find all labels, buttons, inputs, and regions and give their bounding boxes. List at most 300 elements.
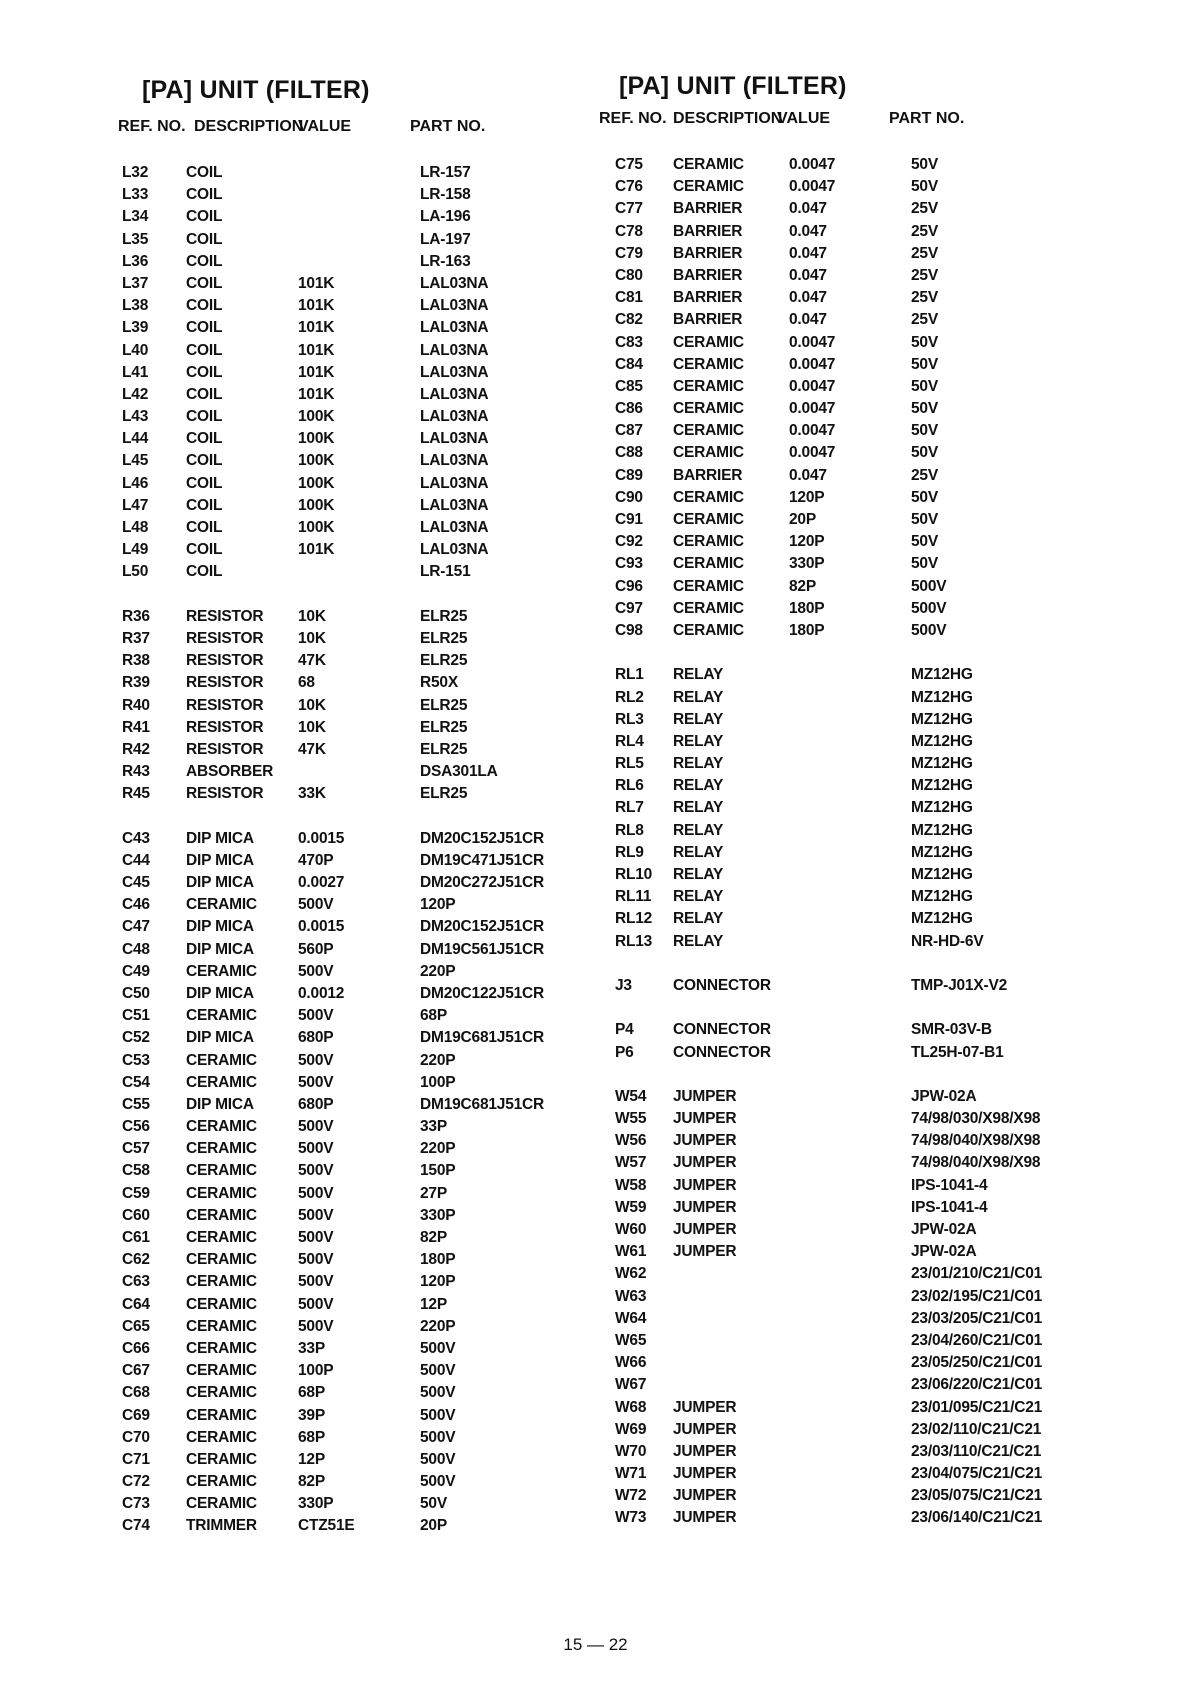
ref-no-cell: RL10 [615, 866, 653, 883]
description-cell: RELAY [673, 821, 724, 839]
description-cell: COIL [186, 430, 223, 448]
description-cell: BARRIER [673, 222, 743, 240]
ref-no-cell: C65 [122, 1317, 150, 1335]
part-no-cell: 50V [911, 400, 938, 418]
table-row [593, 1507, 1153, 1529]
table-row [108, 1271, 668, 1293]
table-row [108, 650, 668, 672]
part-no-cell: 23/02/110/C21/C21 [911, 1420, 1042, 1438]
part-no-cell: DM19C561J51CR [420, 940, 545, 958]
value-cell: 0.0047 [789, 444, 836, 462]
value-cell: 330P [789, 555, 825, 573]
value-cell: 47K [298, 652, 326, 670]
description-cell: DIP MICA [186, 829, 254, 847]
part-no-cell: 23/05/075/C21/C21 [911, 1487, 1043, 1505]
value-cell: 101K [298, 385, 335, 403]
table-row [108, 1116, 668, 1138]
ref-no-cell: RL1 [615, 666, 644, 684]
value-cell: 101K [298, 297, 335, 315]
table-row [593, 1463, 1153, 1485]
ref-no-cell: L43 [122, 408, 149, 426]
part-no-cell: 500V [911, 621, 947, 639]
ref-no-cell: RL2 [615, 688, 644, 706]
ref-no-cell: C51 [122, 1007, 150, 1025]
part-no-cell: 220P [420, 1051, 456, 1069]
part-no-cell: JPW-02A [911, 1087, 977, 1105]
part-no-cell: ELR25 [420, 696, 468, 714]
part-no-cell: 25V [911, 466, 938, 484]
value-cell: 10K [298, 718, 326, 736]
value-cell: 68P [298, 1384, 325, 1402]
value-cell: 330P [298, 1495, 334, 1513]
part-no-cell: IPS-1041-4 [911, 1198, 988, 1216]
description-cell: CERAMIC [673, 555, 744, 573]
ref-no-cell: L45 [122, 452, 149, 470]
ref-no-cell: L41 [122, 363, 149, 381]
ref-no-cell: W56 [615, 1132, 647, 1150]
ref-no-cell: RL6 [615, 777, 644, 795]
part-no-cell: 50V [911, 422, 938, 440]
ref-no-cell: W64 [615, 1309, 647, 1327]
ref-no-cell: R37 [122, 629, 150, 647]
table-row [593, 975, 1153, 997]
table-row [108, 1316, 668, 1338]
table-spacer [593, 642, 1153, 664]
ref-no-cell: L37 [122, 274, 149, 292]
table-row [593, 1241, 1153, 1263]
description-cell: CERAMIC [186, 962, 257, 980]
table-spacer [108, 584, 668, 606]
description-cell: RELAY [673, 888, 724, 906]
table-row [108, 1227, 668, 1249]
table-row [108, 1294, 668, 1316]
table-row [108, 206, 668, 228]
table-row [593, 509, 1153, 531]
part-no-cell: LR-163 [420, 252, 471, 270]
ref-no-cell: C89 [615, 466, 643, 484]
value-cell: 500V [298, 1162, 334, 1180]
table-row [108, 406, 668, 428]
ref-no-cell: C74 [122, 1517, 150, 1535]
ref-no-cell: L42 [122, 385, 149, 403]
ref-no-cell: C60 [122, 1206, 150, 1224]
description-cell: RESISTOR [186, 652, 264, 670]
ref-no-cell: C73 [122, 1495, 150, 1513]
part-no-cell: 120P [420, 896, 456, 914]
value-cell: 20P [789, 511, 816, 528]
description-cell: DIP MICA [186, 874, 254, 891]
ref-no-cell: C48 [122, 940, 150, 958]
description-cell: COIL [186, 208, 223, 226]
description-cell: CERAMIC [186, 1118, 257, 1136]
description-cell: COIL [186, 474, 223, 492]
table-row [593, 1286, 1153, 1308]
part-no-cell: 23/04/075/C21/C21 [911, 1465, 1043, 1483]
description-cell: COIL [186, 230, 223, 248]
ref-no-cell: W73 [615, 1509, 647, 1527]
ref-no-cell: C91 [615, 511, 643, 528]
ref-no-cell: C52 [122, 1029, 150, 1047]
ref-no-cell: C63 [122, 1273, 150, 1291]
ref-no-cell: C72 [122, 1473, 150, 1491]
value-cell: 560P [298, 940, 334, 958]
part-no-cell: 12P [420, 1295, 447, 1313]
ref-no-cell: C70 [122, 1428, 150, 1446]
description-cell: JUMPER [673, 1465, 737, 1483]
value-cell: 500V [298, 1229, 334, 1246]
value-cell: 120P [789, 488, 825, 506]
table-row [593, 598, 1153, 620]
part-no-cell: 50V [420, 1495, 447, 1513]
part-no-cell: DM20C152J51CR [420, 918, 545, 936]
value-cell: 500V [298, 896, 334, 914]
value-cell: 500V [298, 1140, 334, 1158]
table-row [593, 1197, 1153, 1219]
ref-no-cell: W69 [615, 1420, 647, 1438]
value-cell: 100P [298, 1362, 334, 1380]
table-row [593, 1330, 1153, 1352]
description-cell: CERAMIC [186, 1317, 257, 1335]
description-cell: RESISTOR [186, 785, 264, 803]
description-cell: JUMPER [673, 1398, 737, 1416]
part-no-cell: TL25H-07-B1 [911, 1043, 1004, 1061]
table-row [108, 473, 668, 495]
value-cell: 100K [298, 452, 335, 470]
ref-no-cell: L40 [122, 341, 149, 359]
value-cell: 10K [298, 629, 326, 647]
header-description: DESCRIPTION [673, 110, 783, 127]
ref-no-cell: R45 [122, 785, 150, 803]
table-row [108, 1160, 668, 1182]
table-row [108, 783, 668, 805]
part-no-cell: 500V [420, 1428, 456, 1446]
part-no-cell: DM19C471J51CR [420, 851, 545, 869]
description-cell: JUMPER [673, 1110, 737, 1128]
value-cell: 47K [298, 740, 326, 758]
value-cell: 68 [298, 674, 315, 692]
description-cell: DIP MICA [186, 1095, 254, 1113]
table-row [593, 309, 1153, 331]
description-cell: JUMPER [673, 1154, 737, 1172]
table-row [593, 620, 1153, 642]
description-cell: COIL [186, 186, 223, 204]
part-no-cell: 50V [911, 511, 938, 528]
part-no-cell: 500V [911, 599, 947, 617]
value-cell: 100K [298, 474, 335, 492]
table-row [108, 517, 668, 539]
description-cell: CERAMIC [186, 1295, 257, 1313]
description-cell: RESISTOR [186, 607, 264, 625]
table-row [593, 576, 1153, 598]
ref-no-cell: W60 [615, 1221, 647, 1238]
value-cell: 12P [298, 1450, 325, 1468]
part-no-cell: 25V [911, 200, 938, 218]
part-no-cell: MZ12HG [911, 888, 973, 906]
ref-no-cell: C61 [122, 1229, 150, 1246]
part-no-cell: 500V [420, 1473, 456, 1491]
table-row [593, 376, 1153, 398]
description-cell: CERAMIC [186, 1140, 257, 1158]
table-row [108, 1249, 668, 1271]
part-no-cell: 50V [911, 488, 938, 506]
table-row [593, 886, 1153, 908]
table-row [593, 1374, 1153, 1396]
part-no-cell: JPW-02A [911, 1243, 977, 1261]
value-cell: 500V [298, 1118, 334, 1136]
part-no-cell: MZ12HG [911, 843, 973, 861]
ref-no-cell: C85 [615, 377, 643, 395]
part-no-cell: ELR25 [420, 740, 468, 758]
part-no-cell: 23/06/140/C21/C21 [911, 1509, 1043, 1527]
table-row [108, 184, 668, 206]
part-no-cell: 25V [911, 244, 938, 262]
description-cell: CERAMIC [186, 1007, 257, 1025]
description-cell: RELAY [673, 777, 724, 795]
part-no-cell: 50V [911, 533, 938, 551]
description-cell: DIP MICA [186, 984, 254, 1002]
table-spacer [108, 805, 668, 827]
part-no-cell: 25V [911, 222, 938, 240]
table-row [593, 1352, 1153, 1374]
table-row [108, 1449, 668, 1471]
table-row [108, 606, 668, 628]
table-row [593, 1042, 1153, 1064]
table-row [593, 354, 1153, 376]
table-spacer [593, 997, 1153, 1019]
right-parts-table [615, 154, 1191, 1530]
ref-no-cell: L47 [122, 496, 149, 514]
table-row [593, 908, 1153, 930]
description-cell: CERAMIC [186, 1495, 257, 1513]
part-no-cell: MZ12HG [911, 777, 973, 795]
table-row [593, 1175, 1153, 1197]
ref-no-cell: C55 [122, 1095, 150, 1113]
part-no-cell: 120P [420, 1273, 456, 1291]
description-cell: JUMPER [673, 1176, 737, 1194]
value-cell: 100K [298, 408, 335, 426]
table-spacer [593, 953, 1153, 975]
table-row [108, 1205, 668, 1227]
table-row [593, 1019, 1153, 1041]
part-no-cell: MZ12HG [911, 821, 973, 839]
ref-no-cell: RL5 [615, 755, 644, 773]
description-cell: RELAY [673, 755, 724, 773]
description-cell: RELAY [673, 843, 724, 861]
description-cell: RESISTOR [186, 718, 264, 736]
description-cell: COIL [186, 385, 223, 403]
ref-no-cell: W66 [615, 1354, 647, 1372]
ref-no-cell: C77 [615, 200, 643, 218]
part-no-cell: 500V [420, 1406, 456, 1424]
table-row [108, 628, 668, 650]
description-cell: CERAMIC [186, 1428, 257, 1446]
ref-no-cell: C49 [122, 962, 150, 980]
description-cell: CERAMIC [673, 599, 744, 617]
value-cell: 0.0047 [789, 400, 836, 418]
ref-no-cell: C98 [615, 621, 643, 639]
table-row [108, 251, 668, 273]
description-cell: CERAMIC [673, 488, 744, 506]
table-row [108, 1405, 668, 1427]
description-cell: CERAMIC [673, 511, 744, 528]
ref-no-cell: W54 [615, 1087, 647, 1105]
value-cell: 0.0047 [789, 333, 836, 351]
table-row [108, 162, 668, 184]
description-cell: JUMPER [673, 1420, 737, 1438]
description-cell: CERAMIC [673, 355, 744, 373]
table-row [108, 695, 668, 717]
value-cell: 500V [298, 1273, 334, 1291]
part-no-cell: LR-157 [420, 164, 471, 181]
part-no-cell: LAL03NA [420, 452, 489, 470]
ref-no-cell: C96 [615, 577, 643, 595]
value-cell: 101K [298, 341, 335, 359]
ref-no-cell: C84 [615, 355, 643, 373]
ref-no-cell: C88 [615, 444, 643, 462]
ref-no-cell: J3 [615, 976, 632, 994]
table-row [593, 709, 1153, 731]
table-row [593, 553, 1153, 575]
table-row [593, 1130, 1153, 1152]
part-no-cell: LAL03NA [420, 541, 489, 559]
table-row [593, 1152, 1153, 1174]
table-row [593, 1419, 1153, 1441]
ref-no-cell: RL11 [615, 888, 652, 906]
table-row [108, 450, 668, 472]
ref-no-cell: R38 [122, 652, 150, 670]
value-cell: 0.047 [789, 200, 827, 218]
part-no-cell: 500V [420, 1339, 456, 1357]
value-cell: 0.047 [789, 289, 827, 307]
header-ref-no: REF. NO. [599, 110, 667, 127]
part-no-cell: 23/04/260/C21/C01 [911, 1331, 1043, 1349]
table-row [593, 1263, 1153, 1285]
description-cell: RESISTOR [186, 629, 264, 647]
ref-no-cell: W61 [615, 1243, 647, 1261]
description-cell: CONNECTOR [673, 976, 771, 994]
table-row [593, 842, 1153, 864]
part-no-cell: MZ12HG [911, 688, 973, 706]
description-cell: RELAY [673, 866, 724, 883]
part-no-cell: 25V [911, 311, 938, 329]
description-cell: JUMPER [673, 1221, 737, 1238]
part-no-cell: 25V [911, 289, 938, 307]
table-row [593, 487, 1153, 509]
table-row [108, 1515, 668, 1537]
description-cell: CERAMIC [186, 1073, 257, 1091]
table-row [108, 1493, 668, 1515]
description-cell: BARRIER [673, 289, 743, 307]
value-cell: 0.047 [789, 311, 827, 329]
description-cell: CERAMIC [673, 621, 744, 639]
description-cell: CERAMIC [186, 1339, 257, 1357]
ref-no-cell: RL4 [615, 732, 644, 750]
value-cell: 500V [298, 1251, 334, 1269]
table-row [593, 1485, 1153, 1507]
description-cell: RELAY [673, 732, 724, 750]
ref-no-cell: RL13 [615, 932, 653, 950]
part-no-cell: TMP-J01X-V2 [911, 976, 1007, 994]
description-cell: BARRIER [673, 266, 743, 284]
description-cell: CERAMIC [186, 1273, 257, 1291]
part-no-cell: 23/03/205/C21/C01 [911, 1309, 1043, 1327]
ref-no-cell: L38 [122, 297, 149, 315]
description-cell: CERAMIC [186, 1229, 257, 1246]
table-row [108, 1471, 668, 1493]
description-cell: RESISTOR [186, 696, 264, 714]
part-no-cell: DSA301LA [420, 763, 498, 781]
description-cell: CERAMIC [673, 422, 744, 440]
ref-no-cell: C71 [122, 1450, 150, 1468]
table-row [593, 332, 1153, 354]
description-cell: COIL [186, 363, 223, 381]
description-cell: COIL [186, 408, 223, 426]
ref-no-cell: C75 [615, 156, 643, 173]
table-row [108, 1360, 668, 1382]
ref-no-cell: C50 [122, 984, 150, 1002]
table-row [108, 717, 668, 739]
table-row [593, 1219, 1153, 1241]
value-cell: 180P [789, 621, 825, 639]
description-cell: COIL [186, 164, 223, 181]
right-parts-column [599, 70, 1191, 1530]
description-cell: CERAMIC [186, 1251, 257, 1269]
ref-no-cell: C56 [122, 1118, 150, 1136]
table-spacer [593, 1064, 1153, 1086]
part-no-cell: MZ12HG [911, 755, 973, 773]
part-no-cell: LAL03NA [420, 474, 489, 492]
part-no-cell: 23/05/250/C21/C01 [911, 1354, 1043, 1372]
ref-no-cell: C43 [122, 829, 150, 847]
description-cell: COIL [186, 519, 223, 536]
ref-no-cell: W72 [615, 1487, 647, 1505]
ref-no-cell: W63 [615, 1287, 647, 1305]
description-cell: COIL [186, 452, 223, 470]
description-cell: BARRIER [673, 244, 743, 262]
value-cell: 0.0027 [298, 874, 345, 891]
ref-no-cell: C66 [122, 1339, 150, 1357]
ref-no-cell: C46 [122, 896, 150, 914]
part-no-cell: MZ12HG [911, 910, 973, 928]
part-no-cell: LR-151 [420, 563, 471, 581]
part-no-cell: SMR-03V-B [911, 1021, 992, 1039]
part-no-cell: ELR25 [420, 718, 468, 736]
ref-no-cell: R41 [122, 718, 150, 736]
part-no-cell: MZ12HG [911, 799, 973, 817]
part-no-cell: 500V [420, 1450, 456, 1468]
part-no-cell: DM20C272J51CR [420, 874, 545, 891]
ref-no-cell: L36 [122, 252, 149, 270]
ref-no-cell: C90 [615, 488, 643, 506]
part-no-cell: LAL03NA [420, 385, 489, 403]
ref-no-cell: L34 [122, 208, 149, 226]
description-cell: COIL [186, 297, 223, 315]
ref-no-cell: W67 [615, 1376, 647, 1394]
part-no-cell: DM19C681J51CR [420, 1095, 545, 1113]
table-row [108, 1072, 668, 1094]
ref-no-cell: C79 [615, 244, 643, 262]
table-row [593, 531, 1153, 553]
part-no-cell: DM20C152J51CR [420, 829, 545, 847]
part-no-cell: 100P [420, 1073, 456, 1091]
part-no-cell: LAL03NA [420, 496, 489, 514]
description-cell: RELAY [673, 799, 724, 817]
description-cell: BARRIER [673, 466, 743, 484]
part-no-cell: LAL03NA [420, 430, 489, 448]
part-no-cell: 50V [911, 555, 938, 573]
description-cell: BARRIER [673, 200, 743, 218]
ref-no-cell: C78 [615, 222, 643, 240]
